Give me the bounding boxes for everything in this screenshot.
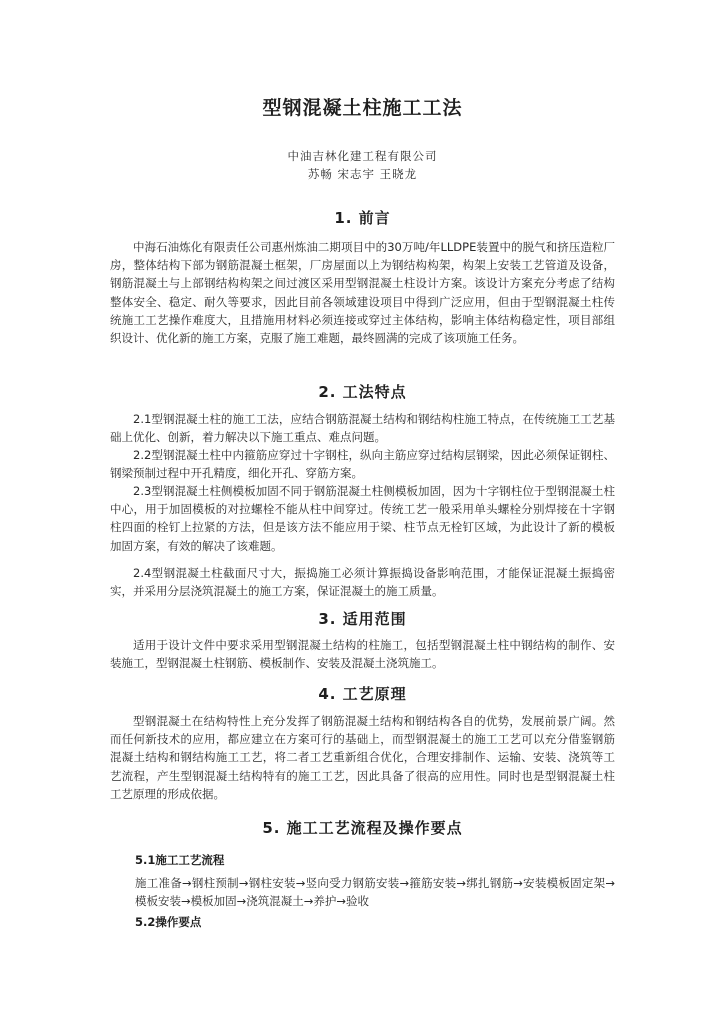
- section-heading-process: 5. 施工工艺流程及操作要点: [262, 819, 463, 837]
- paragraph: 中海石油炼化有限责任公司惠州炼油二期项目中的30万吨/年LLDPE装置中的脱气和挤压造粒厂房，整体结构下部为钢筋混凝土框架，厂房屋面以上为钢结构构架，构架上安装工艺管道及设备，钢筋混凝土与上部钢结构构架之间过渡区采用型钢混凝土柱设计方案。该设计方案充分考虑了结构整体安全、稳定、耐久等要求，因此目前各领域建设项目中得到广泛应用，但由于型钢混凝土柱传统施工工艺操作难度大，且措施用材料必须连接或穿过主体结构，影响主体结构稳定性，项目部组织设计、优化新的施工方案，克服了施工难题，最终圆满的完成了该项施工任务。: [110, 240, 615, 346]
- paragraph: 型钢混凝土在结构特性上充分发挥了钢筋混凝土结构和钢结构各自的优势，发展前景广阔。然而任何新技术的应用，都应建立在方案可行的基础上，而型钢混凝土的施工工艺可以充分借鉴钢筋混凝土结构和钢结构施工工艺，将二者工艺重新组合优化，合理安排制作、运输、安装、浇筑等工艺流程，产生型钢混凝土结构特有的施工工艺，因此具备了很高的应用性。同时也是型钢混凝土柱工艺原理的形成依据。: [110, 714, 615, 801]
- organization: 中油吉林化建工程有限公司: [287, 149, 438, 163]
- subsection-heading-key-points: 5.2操作要点: [135, 915, 202, 929]
- section-heading-features: 2. 工法特点: [318, 383, 407, 401]
- subsection-heading-flow: 5.1施工工艺流程: [135, 853, 225, 867]
- process-flow-text: 施工准备→钢柱预制→钢柱安装→竖向受力钢筋安装→箍筋安装→绑扎钢筋→安装模板固定架→模板安装→模板加固→浇筑混凝土→养护→验收: [135, 876, 615, 909]
- section-heading-preface: 1. 前言: [334, 209, 391, 227]
- section-heading-principle: 4. 工艺原理: [318, 685, 407, 703]
- paragraph: 2.4型钢混凝土柱截面尺寸大，振捣施工必须计算振捣设备影响范围，才能保证混凝土振捣密实，并采用分层浇筑混凝土的施工方案，保证混凝土的施工质量。: [110, 566, 615, 599]
- paragraph: 2.2型钢混凝土柱中内箍筋应穿过十字钢柱，纵向主筋应穿过结构层钢梁，因此必须保证钢柱、钢梁预制过程中开孔精度，细化开孔、穿筋方案。: [110, 448, 615, 481]
- paragraph: 适用于设计文件中要求采用型钢混凝土结构的柱施工，包括型钢混凝土柱中钢结构的制作、安装施工，型钢混凝土柱钢筋、模板制作、安装及混凝土浇筑施工。: [110, 638, 615, 671]
- paragraph: 2.3型钢混凝土柱侧模板加固不同于钢筋混凝土柱侧模板加固，因为十字钢柱位于型钢混凝土柱中心，用于加固模板的对拉螺栓不能从柱中间穿过。传统工艺一般采用单头螺栓分别焊接在十字钢柱四面的栓钉上拉紧的方法，但是该方法不能应用于梁、柱节点无栓钉区域，为此设计了新的模板加固方案，有效的解决了该难题。: [110, 484, 615, 553]
- authors: 苏畅 宋志宇 王晓龙: [307, 167, 418, 181]
- document-title: 型钢混凝土柱施工工法: [262, 97, 463, 119]
- paragraph: 2.1型钢混凝土柱的施工工法，应结合钢筋混凝土结构和钢结构柱施工特点，在传统施工工艺基础上优化、创新，着力解决以下施工重点、难点问题。: [110, 412, 615, 445]
- section-heading-scope: 3. 适用范围: [318, 610, 407, 628]
